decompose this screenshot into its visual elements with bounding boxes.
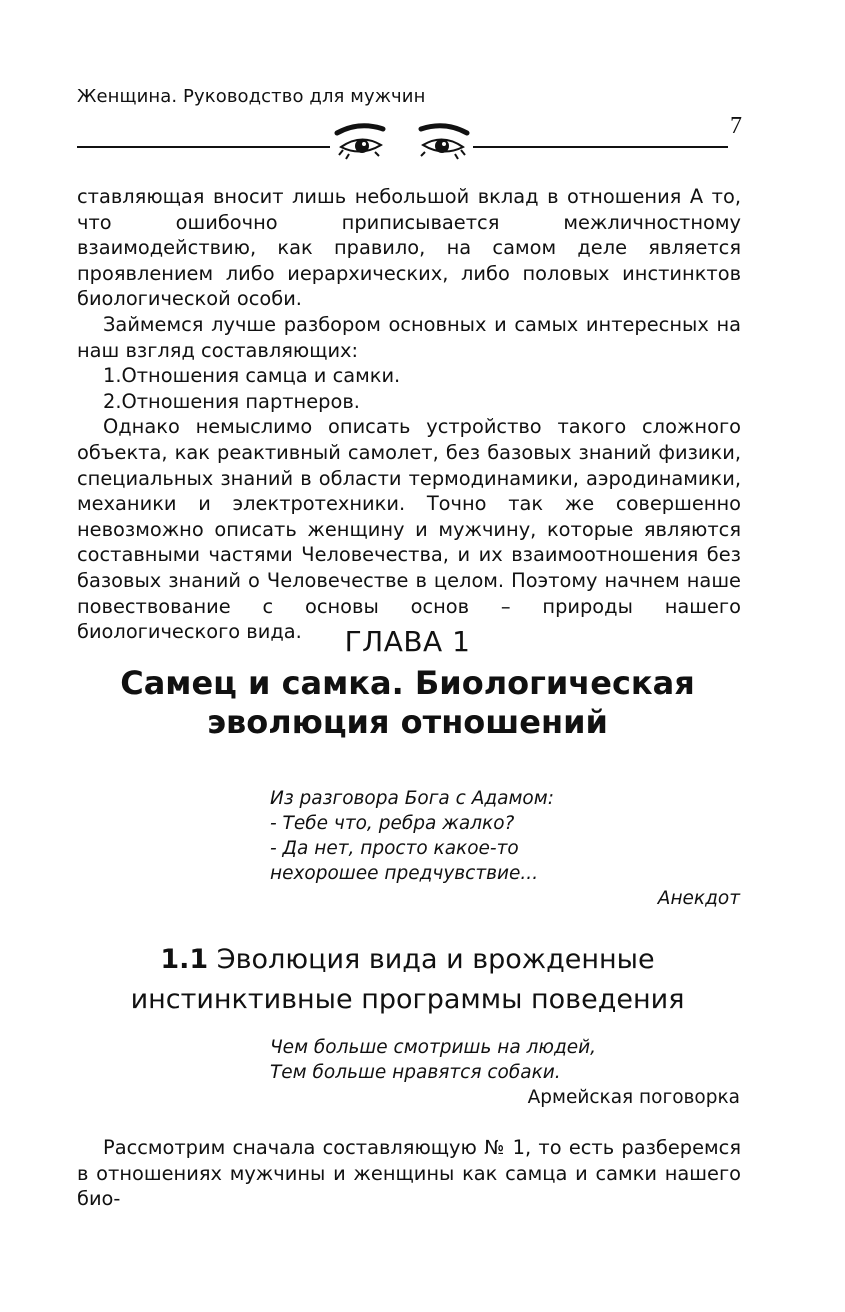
section-number: 1.1 xyxy=(160,944,209,975)
epigraph-source: Анекдот xyxy=(657,888,740,909)
epigraph-line: нехорошее предчувствие... xyxy=(270,863,539,884)
section-title-text: Эволюция вида и врожденные xyxy=(216,944,655,975)
epigraph-source: Армейская поговорка xyxy=(527,1087,740,1108)
epigraph-line: - Тебе что, ребра жалко? xyxy=(270,813,515,834)
closing-text xyxy=(77,1135,741,1212)
chapter-label: ГЛАВА 1 xyxy=(344,625,471,658)
epigraph xyxy=(270,786,740,911)
section-title xyxy=(0,940,815,1020)
header-rule-left xyxy=(77,146,330,148)
paragraph: Рассмотрим сначала составляющую № 1, то есть разберемся в отношениях мужчины и женщины как самца и самки нашего био- xyxy=(77,1136,741,1211)
eyes-ornament-icon xyxy=(331,119,473,171)
chapter-title-line: Самец и самка. Биологическая xyxy=(120,664,695,702)
epigraph-line: Тем больше нравятся собаки. xyxy=(270,1062,561,1083)
section-title-line: инстинктивные программы поведения xyxy=(130,984,685,1015)
list-item: 1.Отношения самца и самки. xyxy=(103,364,401,388)
body-text xyxy=(77,184,741,645)
epigraph-line: Чем больше смотришь на людей, xyxy=(270,1037,597,1058)
chapter-title-line: эволюция отношений xyxy=(207,703,608,741)
list-item: 2.Отношения партнеров. xyxy=(103,389,360,413)
section-title-line xyxy=(0,940,815,980)
epigraph xyxy=(270,1035,740,1110)
paragraph: Однако немыслимо описать устройство такого сложного объекта, как реактивный самолет, без базовых знаний физики, специальных знаний в области термодинамики, аэродинамики, механики и электротехники. Точно так же совершенно невозможно описать женщину и мужчину, которые являются составными частями Человечества, и их взаимоотношения без базовых знаний о Человечестве в целом. Поэтому начнем наше повествование с основы основ – природы нашего биологического вида. xyxy=(77,415,741,644)
header-rule-right xyxy=(473,146,728,148)
paragraph: ставляющая вносит лишь небольшой вклад в отношения А то, что ошибочно приписывается межличностному взаимодействию, как правило, на самом деле является проявлением либо иерархических, либо половых инстинктов биологической особи. xyxy=(77,185,741,311)
paragraph: Займемся лучше разбором основных и самых интересных на наш взгляд составляющих: xyxy=(77,312,741,362)
chapter-title xyxy=(0,664,815,742)
running-head: Женщина. Руководство для мужчин xyxy=(77,86,426,107)
page-number: 7 xyxy=(730,113,742,139)
epigraph-line: Из разговора Бога с Адамом: xyxy=(270,788,554,809)
epigraph-line: - Да нет, просто какое-то xyxy=(270,838,519,859)
